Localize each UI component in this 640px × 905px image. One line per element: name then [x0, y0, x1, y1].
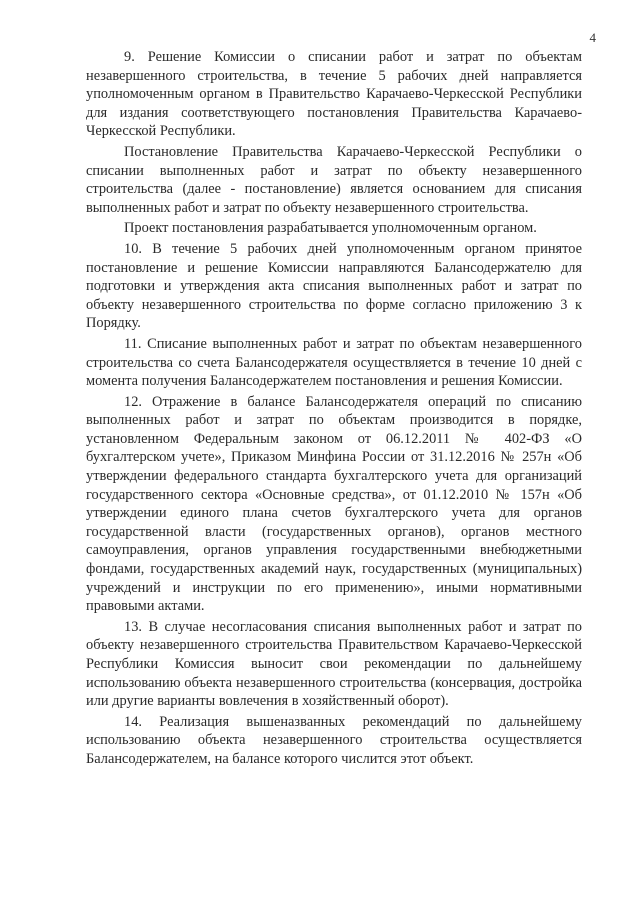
paragraph-9-draft: Проект постановления разрабатывается уполномоченным органом.: [124, 220, 537, 237]
paragraph-12: 12. Отражение в балансе Балансодержателя операций по списанию выполненных работ и затрат по объектам производится в порядке, установленном Федеральным законом от 06.12.2011 № 402-ФЗ «О бухгалтерском учете», Приказом Минфина России от 31.12.2016 № 257н «Об утверждении федерального стандарта бухгалтерского учета для организаций государственного сектора «Основные средства», от 01.12.2010 № 157н «Об утверждении единого плана счетов бухгалтерского учета для органов государственной власти (государственных органов), органов местного самоуправления, органов управления государственными внебюджетными фондами, государственных академий наук, государственных (муниципальных) учреждений и инструкции по его применению», иными нормативными правовыми актами.: [86, 393, 582, 615]
paragraph-13: 13. В случае несогласования списания выполненных работ и затрат по объекту незавершенного строительства Правительством Карачаево-Черкесской Республики Комиссия выносит свои рекомендации по дальнейшему использованию объекта незавершенного строительства (консервация, достройка или другие варианты вовлечения в хозяйственный оборот).: [86, 618, 582, 710]
paragraph-9: 9. Решение Комиссии о списании работ и затрат по объектам незавершенного строительства, в течение 5 рабочих дней направляется уполномоченным органом в Правительство Карачаево-Черкесской Республики для издания соответствующего постановления Правительства Карачаево-Черкесской Республики.: [86, 49, 582, 140]
document-body: [86, 48, 582, 771]
paragraph-14: 14. Реализация вышеназванных рекомендаций по дальнейшему использованию объекта незавершенного строительства осуществляется Балансодержателем, на балансе которого числится этот объект.: [86, 713, 582, 767]
paragraph-9-resolution: Постановление Правительства Карачаево-Черкесской Республики о списании выполненных работ и затрат по объекту незавершенного строительства (далее - постановление) является основанием для списания выполненных работ и затрат по объекту незавершенного строительства.: [86, 143, 582, 216]
paragraph-10: 10. В течение 5 рабочих дней уполномоченным органом принятое постановление и решение Комиссии направляются Балансодержателю для подготовки и утверждения акта списания выполненных работ и затрат по объекту незавершенного строительства по форме согласно приложению 3 к Порядку.: [86, 240, 582, 332]
paragraph-11: 11. Списание выполненных работ и затрат по объектам незавершенного строительства со счета Балансодержателя осуществляется в течение 10 дней с момента получения Балансодержателем постановления и решения Комиссии.: [86, 335, 582, 390]
page-number: 4: [589, 30, 596, 45]
